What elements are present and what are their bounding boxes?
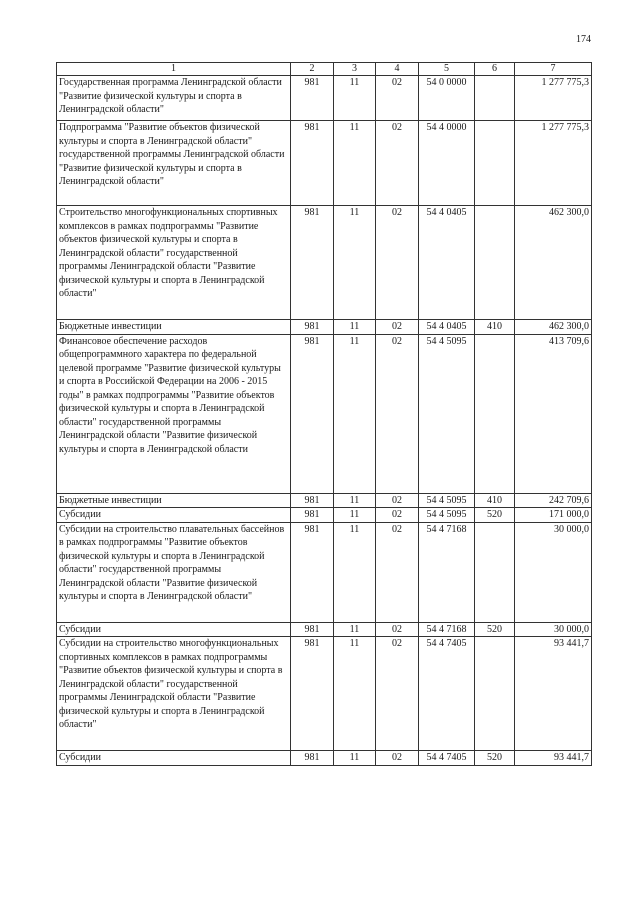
expense-type-code: 520 (475, 622, 515, 637)
section-code: 11 (334, 76, 376, 121)
expense-type-code (475, 334, 515, 493)
row-name: Бюджетные инвестиции (57, 320, 291, 335)
amount: 1 277 775,3 (515, 76, 592, 121)
budget-table (56, 62, 592, 766)
expense-type-code: 410 (475, 320, 515, 335)
target-code: 54 4 0405 (419, 206, 475, 320)
section-code: 11 (334, 637, 376, 751)
table-row (57, 637, 592, 751)
admin-code: 981 (291, 508, 334, 523)
table-row (57, 334, 592, 493)
row-name: Финансовое обеспечение расходов общепрограммного характера по федеральной целевой программе "Развитие физической культуры и спорта в Российской Федерации на 2006 - 2015 годы" в рамках подпрограммы "Развитие объектов физической культуры и спорта в Ленинградской области" государственной программы Ленинградской области "Развитие физической культуры и спорта в Ленинградской области (57, 334, 291, 493)
amount: 462 300,0 (515, 320, 592, 335)
section-code: 11 (334, 121, 376, 206)
section-code: 11 (334, 320, 376, 335)
table-row (57, 522, 592, 622)
row-name: Государственная программа Ленинградской области "Развитие физической культуры и спорта в Ленинградской области" (57, 76, 291, 121)
admin-code: 981 (291, 121, 334, 206)
amount: 171 000,0 (515, 508, 592, 523)
amount: 462 300,0 (515, 206, 592, 320)
section-code: 11 (334, 622, 376, 637)
subsection-code: 02 (376, 493, 419, 508)
amount: 93 441,7 (515, 637, 592, 751)
target-code: 54 4 0000 (419, 121, 475, 206)
column-header: 7 (515, 63, 592, 76)
amount: 242 709,6 (515, 493, 592, 508)
table-row (57, 320, 592, 335)
column-header: 4 (376, 63, 419, 76)
target-code: 54 4 5095 (419, 493, 475, 508)
subsection-code: 02 (376, 206, 419, 320)
section-code: 11 (334, 334, 376, 493)
subsection-code: 02 (376, 751, 419, 766)
admin-code: 981 (291, 320, 334, 335)
expense-type-code (475, 637, 515, 751)
column-header: 2 (291, 63, 334, 76)
column-header: 6 (475, 63, 515, 76)
admin-code: 981 (291, 637, 334, 751)
section-code: 11 (334, 522, 376, 622)
row-name: Подпрограмма "Развитие объектов физической культуры и спорта в Ленинградской области" государственной программы Ленинградской области "Развитие физической культуры и спорта в Ленинградской области" (57, 121, 291, 206)
admin-code: 981 (291, 334, 334, 493)
target-code: 54 4 7405 (419, 751, 475, 766)
target-code: 54 4 0405 (419, 320, 475, 335)
table-row (57, 206, 592, 320)
subsection-code: 02 (376, 121, 419, 206)
section-code: 11 (334, 493, 376, 508)
target-code: 54 4 5095 (419, 334, 475, 493)
admin-code: 981 (291, 76, 334, 121)
admin-code: 981 (291, 522, 334, 622)
subsection-code: 02 (376, 76, 419, 121)
table-row (57, 76, 592, 121)
table-row (57, 508, 592, 523)
amount: 30 000,0 (515, 522, 592, 622)
admin-code: 981 (291, 751, 334, 766)
row-name: Бюджетные инвестиции (57, 493, 291, 508)
row-name: Субсидии (57, 751, 291, 766)
column-header: 3 (334, 63, 376, 76)
expense-type-code: 410 (475, 493, 515, 508)
target-code: 54 4 7168 (419, 522, 475, 622)
target-code: 54 4 7405 (419, 637, 475, 751)
expense-type-code (475, 76, 515, 121)
amount: 93 441,7 (515, 751, 592, 766)
subsection-code: 02 (376, 320, 419, 335)
target-code: 54 4 5095 (419, 508, 475, 523)
row-name: Субсидии на строительство плавательных бассейнов в рамках подпрограммы "Развитие объектов физической культуры и спорта в Ленинградской области" государственной программы Ленинградской области "Развитие физической культуры и спорта в Ленинградской области" (57, 522, 291, 622)
subsection-code: 02 (376, 522, 419, 622)
subsection-code: 02 (376, 637, 419, 751)
section-code: 11 (334, 751, 376, 766)
section-code: 11 (334, 508, 376, 523)
target-code: 54 0 0000 (419, 76, 475, 121)
expense-type-code (475, 206, 515, 320)
column-header: 5 (419, 63, 475, 76)
amount: 30 000,0 (515, 622, 592, 637)
admin-code: 981 (291, 493, 334, 508)
header-row (57, 63, 592, 76)
row-name: Субсидии (57, 622, 291, 637)
column-header: 1 (57, 63, 291, 76)
table-row (57, 493, 592, 508)
row-name: Субсидии на строительство многофункциональных спортивных комплексов в рамках подпрограммы "Развитие объектов физической культуры и спорта в Ленинградской области" государственной программы Ленинградской области "Развитие физической культуры и спорта в Ленинградской области" (57, 637, 291, 751)
admin-code: 981 (291, 206, 334, 320)
expense-type-code (475, 522, 515, 622)
subsection-code: 02 (376, 622, 419, 637)
amount: 1 277 775,3 (515, 121, 592, 206)
subsection-code: 02 (376, 508, 419, 523)
table-row (57, 121, 592, 206)
section-code: 11 (334, 206, 376, 320)
row-name: Строительство многофункциональных спортивных комплексов в рамках подпрограммы "Развитие объектов физической культуры и спорта в Ленинградской области" государственной программы Ленинградской области "Развитие физической культуры и спорта в Ленинградской области" (57, 206, 291, 320)
table-row (57, 622, 592, 637)
target-code: 54 4 7168 (419, 622, 475, 637)
subsection-code: 02 (376, 334, 419, 493)
row-name: Субсидии (57, 508, 291, 523)
expense-type-code (475, 121, 515, 206)
expense-type-code: 520 (475, 508, 515, 523)
expense-type-code: 520 (475, 751, 515, 766)
amount: 413 709,6 (515, 334, 592, 493)
table-row (57, 751, 592, 766)
page-number: 174 (576, 34, 591, 45)
admin-code: 981 (291, 622, 334, 637)
